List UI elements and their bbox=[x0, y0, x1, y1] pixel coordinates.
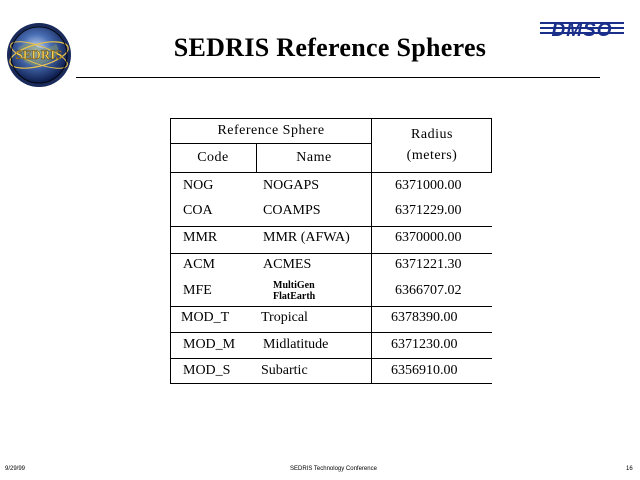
table-cell-code: NOG bbox=[183, 178, 214, 193]
table-subheader-line bbox=[170, 143, 372, 144]
table-cell-radius: 6371230.00 bbox=[391, 337, 458, 352]
dmso-logo-text: DMSO bbox=[551, 20, 613, 40]
footer-conference: SEDRIS Technology Conference bbox=[290, 466, 377, 472]
title-divider bbox=[76, 77, 600, 78]
table-row-divider bbox=[170, 358, 492, 359]
table-row-divider bbox=[170, 332, 492, 333]
header-reference-sphere: Reference Sphere bbox=[217, 123, 325, 138]
table-cell-radius: 6371221.30 bbox=[395, 257, 462, 272]
table-cell-name: NOGAPS bbox=[263, 178, 320, 193]
footer-page-number: 16 bbox=[626, 466, 633, 472]
table-cell-radius: 6371000.00 bbox=[395, 178, 462, 193]
table-cell-name: Midlatitude bbox=[263, 337, 329, 352]
table-cell-code: ACM bbox=[183, 257, 215, 272]
sedris-logo bbox=[6, 22, 72, 88]
table-cell-code: MFE bbox=[183, 283, 212, 298]
sedris-logo-text: SEDRIS bbox=[15, 47, 63, 62]
table-cell-radius: 6370000.00 bbox=[395, 230, 462, 245]
table-cell-radius: 6378390.00 bbox=[391, 310, 458, 325]
table-row-divider bbox=[170, 253, 492, 254]
table-row-divider bbox=[170, 226, 492, 227]
header-code: Code bbox=[197, 150, 229, 165]
footer-date: 9/29/99 bbox=[5, 466, 26, 472]
table-header-bottom-line bbox=[170, 172, 492, 173]
table-cell-name-line2: FlatEarth bbox=[273, 291, 316, 302]
page-title: SEDRIS Reference Spheres bbox=[173, 33, 487, 62]
table-cell-code: MOD_S bbox=[183, 363, 231, 378]
header-name: Name bbox=[296, 150, 332, 165]
table-cell-code: COA bbox=[183, 203, 213, 218]
table-cell-code: MOD_M bbox=[183, 337, 236, 352]
table-cell-radius: 6366707.02 bbox=[395, 283, 462, 298]
table-cell-name-line1: MultiGen bbox=[273, 280, 315, 291]
table-cell-name: COAMPS bbox=[263, 203, 321, 218]
table-cell-name: MMR (AFWA) bbox=[263, 230, 350, 245]
sedris-globe-icon bbox=[6, 22, 72, 88]
table-border-bottom bbox=[170, 383, 492, 384]
header-radius-unit: (meters) bbox=[406, 148, 458, 163]
table-border-top bbox=[170, 118, 492, 119]
table-cell-radius: 6356910.00 bbox=[391, 363, 458, 378]
table-cell-name: ACMES bbox=[263, 257, 312, 272]
table-cell-name: Tropical bbox=[261, 310, 308, 325]
table-cell-code: MOD_T bbox=[181, 310, 230, 325]
table-cell-radius: 6371229.00 bbox=[395, 203, 462, 218]
table-row-divider bbox=[170, 306, 492, 307]
table-cell-name: Subartic bbox=[261, 363, 308, 378]
header-radius: Radius bbox=[411, 127, 453, 142]
reference-spheres-table bbox=[170, 118, 492, 384]
table-cell-code: MMR bbox=[183, 230, 218, 245]
